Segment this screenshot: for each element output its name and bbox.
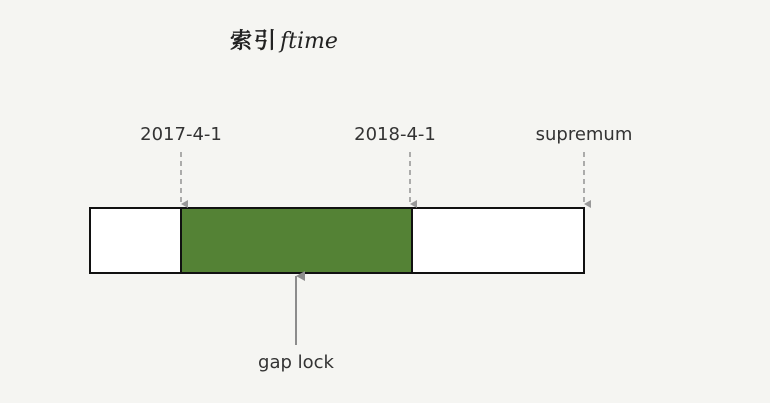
gap-lock-label: gap lock bbox=[258, 352, 334, 373]
boundary-label-2017: 2017-4-1 bbox=[140, 124, 222, 145]
index-cell-after bbox=[412, 208, 584, 273]
boundary-label-supremum: supremum bbox=[535, 124, 633, 145]
boundary-label-2018: 2018-4-1 bbox=[354, 124, 436, 145]
index-cell-before bbox=[90, 208, 181, 273]
title-prefix: 索引 bbox=[230, 28, 279, 54]
gap-lock-range bbox=[181, 208, 412, 273]
title-field: ftime bbox=[280, 29, 338, 54]
